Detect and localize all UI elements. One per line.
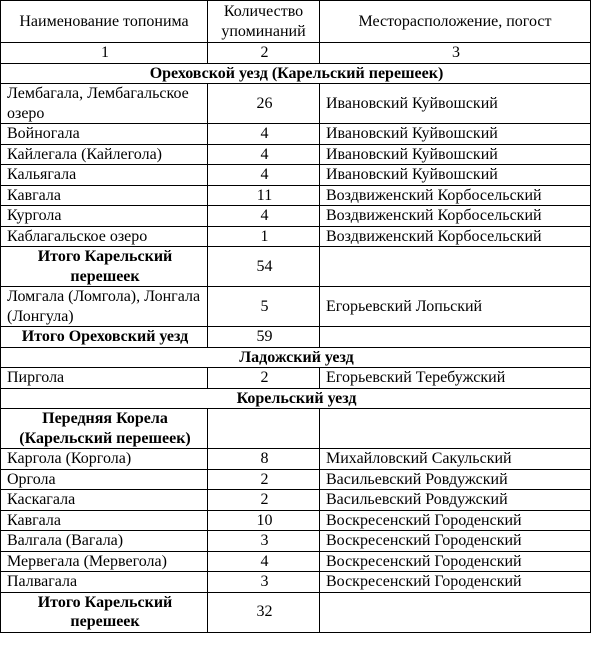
table-body <box>1 1 591 633</box>
toponym-cell: Каблагальское озеро <box>1 226 208 247</box>
section-title: Корельский уезд <box>1 388 591 409</box>
total-row <box>1 327 591 348</box>
section-title: Ореховской уезд (Карельский перешеек) <box>1 63 591 84</box>
location-cell: Воскресенский Городенский <box>320 531 591 552</box>
table-row <box>1 490 591 511</box>
table-row <box>1 165 591 186</box>
header-count: Количество упоминаний <box>208 1 320 43</box>
toponym-cell: Кавгала <box>1 185 208 206</box>
count-cell: 2 <box>208 490 320 511</box>
toponym-cell: Лембагала, Лембагальское озеро <box>1 84 208 124</box>
section-title: Ладожский уезд <box>1 347 591 368</box>
count-cell: 32 <box>208 592 320 632</box>
table-row <box>1 124 591 145</box>
toponym-cell: Войногала <box>1 124 208 145</box>
count-cell: 4 <box>208 124 320 145</box>
count-cell: 5 <box>208 287 320 327</box>
location-cell <box>320 592 591 632</box>
toponym-cell: Пиргола <box>1 368 208 389</box>
toponym-cell: Итого Ореховский уезд <box>1 327 208 348</box>
section-row <box>1 63 591 84</box>
location-cell <box>320 247 591 287</box>
count-cell: 3 <box>208 531 320 552</box>
table-row <box>1 469 591 490</box>
location-cell <box>320 409 591 449</box>
column-number-2: 2 <box>208 43 320 64</box>
table-row <box>1 551 591 572</box>
location-cell: Егорьевский Теребужский <box>320 368 591 389</box>
location-cell: Васильевский Ровдужский <box>320 469 591 490</box>
column-number-1: 1 <box>1 43 208 64</box>
toponym-cell: Кальягала <box>1 165 208 186</box>
location-cell: Ивановский Куйвошский <box>320 84 591 124</box>
count-cell <box>208 409 320 449</box>
count-cell: 2 <box>208 368 320 389</box>
count-cell: 3 <box>208 572 320 593</box>
total-row <box>1 247 591 287</box>
section-row <box>1 347 591 368</box>
table-row <box>1 84 591 124</box>
location-cell: Воздвиженский Корбосельский <box>320 226 591 247</box>
location-cell: Ивановский Куйвошский <box>320 144 591 165</box>
toponym-cell: Ломгала (Ломгола), Лонгала (Лонгула) <box>1 287 208 327</box>
table-row <box>1 287 591 327</box>
count-cell: 4 <box>208 206 320 227</box>
count-cell: 4 <box>208 144 320 165</box>
location-cell: Ивановский Куйвошский <box>320 124 591 145</box>
table-row <box>1 226 591 247</box>
location-cell <box>320 327 591 348</box>
total-row <box>1 409 591 449</box>
location-cell: Воскресенский Городенский <box>320 572 591 593</box>
toponym-cell: Итого Карельский перешеек <box>1 592 208 632</box>
table-row <box>1 185 591 206</box>
count-cell: 10 <box>208 510 320 531</box>
count-cell: 8 <box>208 449 320 470</box>
count-cell: 4 <box>208 165 320 186</box>
toponym-cell: Кургола <box>1 206 208 227</box>
toponym-cell: Каскагала <box>1 490 208 511</box>
total-row <box>1 592 591 632</box>
header-row <box>1 1 591 43</box>
table-row <box>1 449 591 470</box>
count-cell: 54 <box>208 247 320 287</box>
table-row <box>1 144 591 165</box>
toponym-cell: Оргола <box>1 469 208 490</box>
header-toponym: Наименование топонима <box>1 1 208 43</box>
toponym-cell: Каргола (Коргола) <box>1 449 208 470</box>
column-number-3: 3 <box>320 43 591 64</box>
table-row <box>1 572 591 593</box>
location-cell: Воздвиженский Корбосельский <box>320 206 591 227</box>
count-cell: 4 <box>208 551 320 572</box>
table-row <box>1 368 591 389</box>
location-cell: Васильевский Ровдужский <box>320 490 591 511</box>
location-cell: Михайловский Сакульский <box>320 449 591 470</box>
toponym-cell: Мервегала (Мервегола) <box>1 551 208 572</box>
table-row <box>1 531 591 552</box>
location-cell: Воздвиженский Корбосельский <box>320 185 591 206</box>
location-cell: Ивановский Куйвошский <box>320 165 591 186</box>
location-cell: Воскресенский Городенский <box>320 551 591 572</box>
toponym-cell: Палвагала <box>1 572 208 593</box>
count-cell: 26 <box>208 84 320 124</box>
table-row <box>1 510 591 531</box>
toponym-cell: Итого Карельский перешеек <box>1 247 208 287</box>
column-number-row <box>1 43 591 64</box>
toponym-cell: Кайлегала (Кайлегола) <box>1 144 208 165</box>
header-location: Месторасположение, погост <box>320 1 591 43</box>
table-row <box>1 206 591 227</box>
location-cell: Воскресенский Городенский <box>320 510 591 531</box>
count-cell: 59 <box>208 327 320 348</box>
count-cell: 1 <box>208 226 320 247</box>
toponym-cell: Кавгала <box>1 510 208 531</box>
location-cell: Егорьевский Лопьский <box>320 287 591 327</box>
toponym-cell: Передняя Корела (Карельский перешеек) <box>1 409 208 449</box>
section-row <box>1 388 591 409</box>
toponym-cell: Валгала (Вагала) <box>1 531 208 552</box>
count-cell: 11 <box>208 185 320 206</box>
count-cell: 2 <box>208 469 320 490</box>
